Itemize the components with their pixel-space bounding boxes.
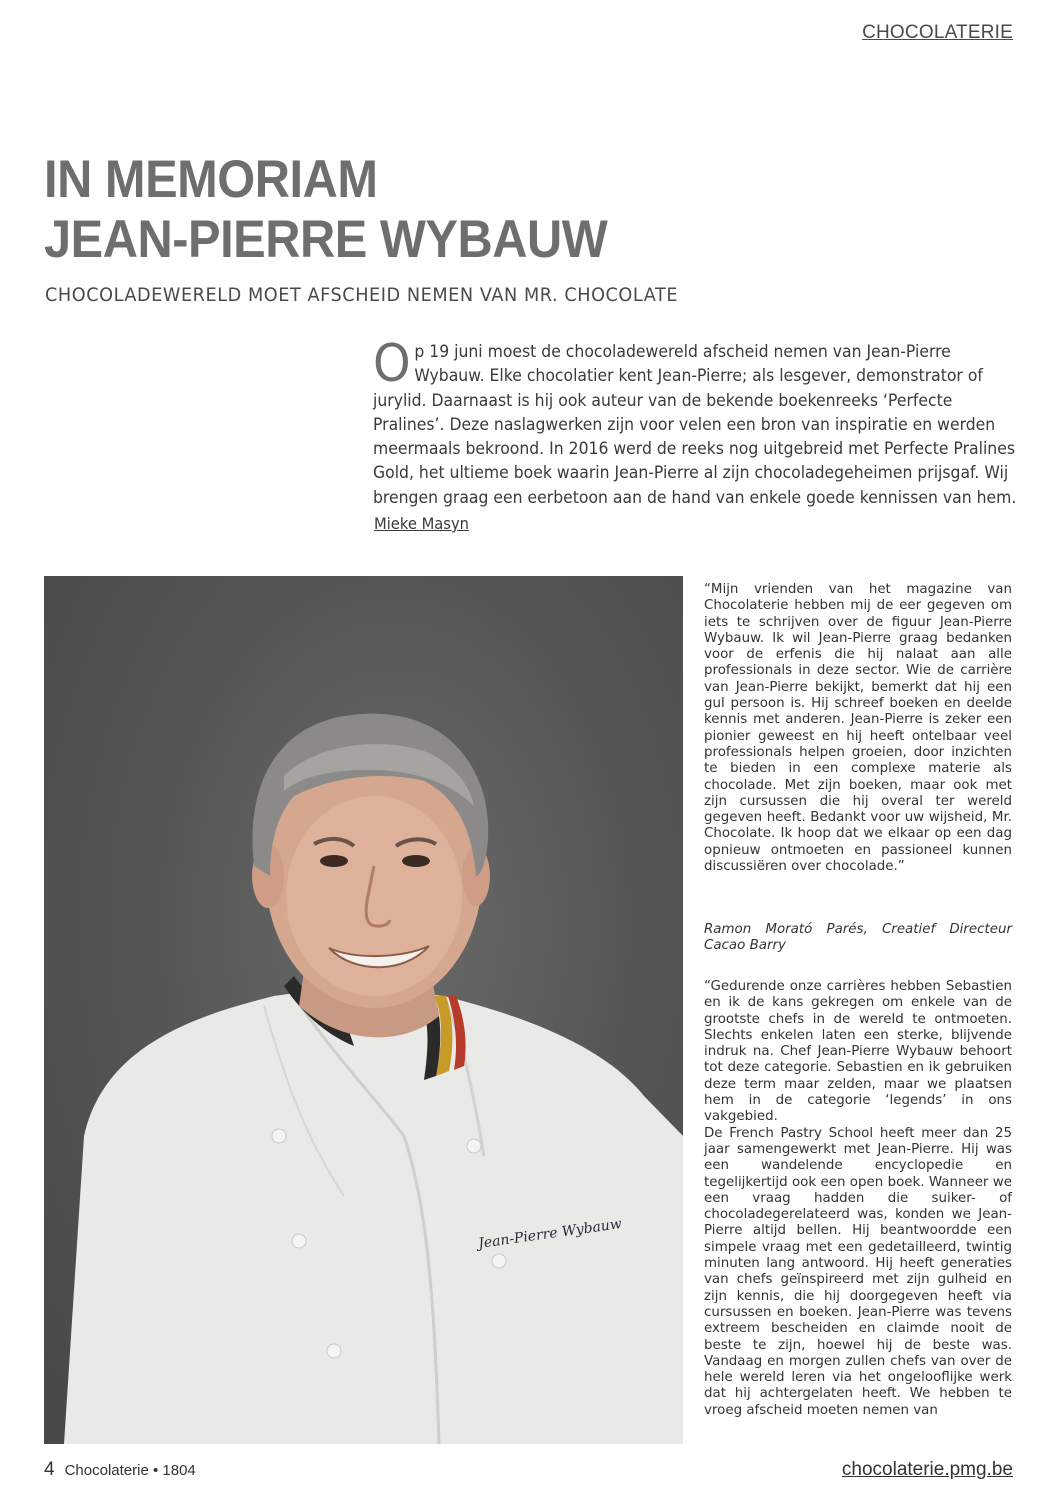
title-line-1: IN MEMORIAM <box>44 150 378 209</box>
section-tag[interactable]: CHOCOLATERIE <box>862 22 1013 43</box>
portrait-illustration <box>44 576 683 1444</box>
portrait-photo <box>44 576 683 1444</box>
quote-morato <box>704 582 1012 875</box>
magazine-issue: Chocolaterie • 1804 <box>64 1462 196 1479</box>
quote-french-pastry-school <box>704 979 1012 1419</box>
quote-2-paragraph-2: De French Pastry School heeft meer dan 25 jaar samengewerkt met Jean-Pierre. Hij was een wandelende encyclopedie en tegelijkertijd ook een open boek. Wanneer we een vraag hadden die suiker- of chocoladegerelateerd was, konden we Jean-Pierre altijd bellen. Hij beantwoordde een simpele vraag met een gedetailleerd, twintig minuten lang antwoord. Hij heeft generaties van chefs geïnspireerd met zijn gulheid en zijn kennis, die hij doorgegeven heeft via cursussen en boeken. Jean-Pierre was tevens extreem bescheiden en claimde nooit de beste te zijn, hoewel hij de beste was. Vandaag en morgen zullen chefs van over de hele wereld leren via het ongelooflijke werk dat hij achtergelaten heeft. We hebben te vroeg afscheid moeten nemen van <box>704 1125 1012 1418</box>
intro-text: p 19 juni moest de chocoladewereld afscheid nemen van Jean-Pierre Wybauw. Elke chocolatier kent Jean-Pierre; als lesgever, demonstrator of jurylid. Daarnaast is hij ook auteur van de bekende boekenreeks ‘Perfecte Pralines’. Deze naslagwerken zijn voor velen een bron van inspiratie en werden meermaals bekroond. In 2016 werd de reeks nog uitgebreid met Perfecte Pralines Gold, het ultieme boek waarin Jean-Pierre al zijn chocoladegeheimen prijsgaf. Wij brengen graag een eerbetoon aan de hand van enkele goede kennissen van hem. <box>373 342 1017 508</box>
website-link[interactable]: chocolaterie.pmg.be <box>841 1459 1013 1480</box>
jacket-embroidery: Jean-Pierre Wybauw <box>477 1215 623 1252</box>
article-title <box>44 150 607 270</box>
page-number: 4 <box>44 1459 55 1480</box>
article-subtitle: CHOCOLADEWERELD MOET AFSCHEID NEMEN VAN MR. CHOCOLATE <box>45 284 679 306</box>
drop-cap: O <box>373 334 411 394</box>
title-line-2: JEAN-PIERRE WYBAUW <box>44 210 608 269</box>
intro-paragraph <box>373 334 1017 510</box>
footer-left <box>44 1459 196 1481</box>
quote-2-paragraph-1: “Gedurende onze carrières hebben Sebastien en ik de kans gekregen om enkele van de grootste chefs in de wereld te ontmoeten. Slechts enkelen laten een sterke, blijvende indruk na. Chef Jean-Pierre Wybauw behoort tot deze categorie. Sebastien en ik gebruiken deze term maar zelden, maar we plaatsen hem in de categorie ‘legends’ in ons vakgebied. <box>704 979 1012 1125</box>
author-byline[interactable]: Mieke Masyn <box>374 514 470 533</box>
quote-morato-signature: Ramon Morató Parés, Creatief Directeur Cacao Barry <box>704 922 1012 954</box>
quote-morato-text: “Mijn vrienden van het magazine van Chocolaterie hebben mij de eer gegeven om iets te schrijven over de figuur Jean-Pierre Wybauw. Ik wil Jean-Pierre graag bedanken voor de erfenis die hij nalaat aan alle professionals in deze sector. Wie de carrière van Jean-Pierre bekijkt, bemerkt dat hij een gul persoon is. Hij schreef boeken en deelde kennis met anderen. Jean-Pierre is zeker een pionier geweest en hij heeft ontelbaar veel professionals helpen groeien, door inzichten te bieden in een complexe materie als chocolade. Met zijn boeken, maar ook met zijn cursussen die hij overal ter wereld gegeven heeft. Bedankt voor uw wijsheid, Mr. Chocolate. Ik hoop dat we elkaar op een dag opnieuw ontmoeten en passioneel kunnen discussiëren over chocolade.” <box>704 582 1012 875</box>
